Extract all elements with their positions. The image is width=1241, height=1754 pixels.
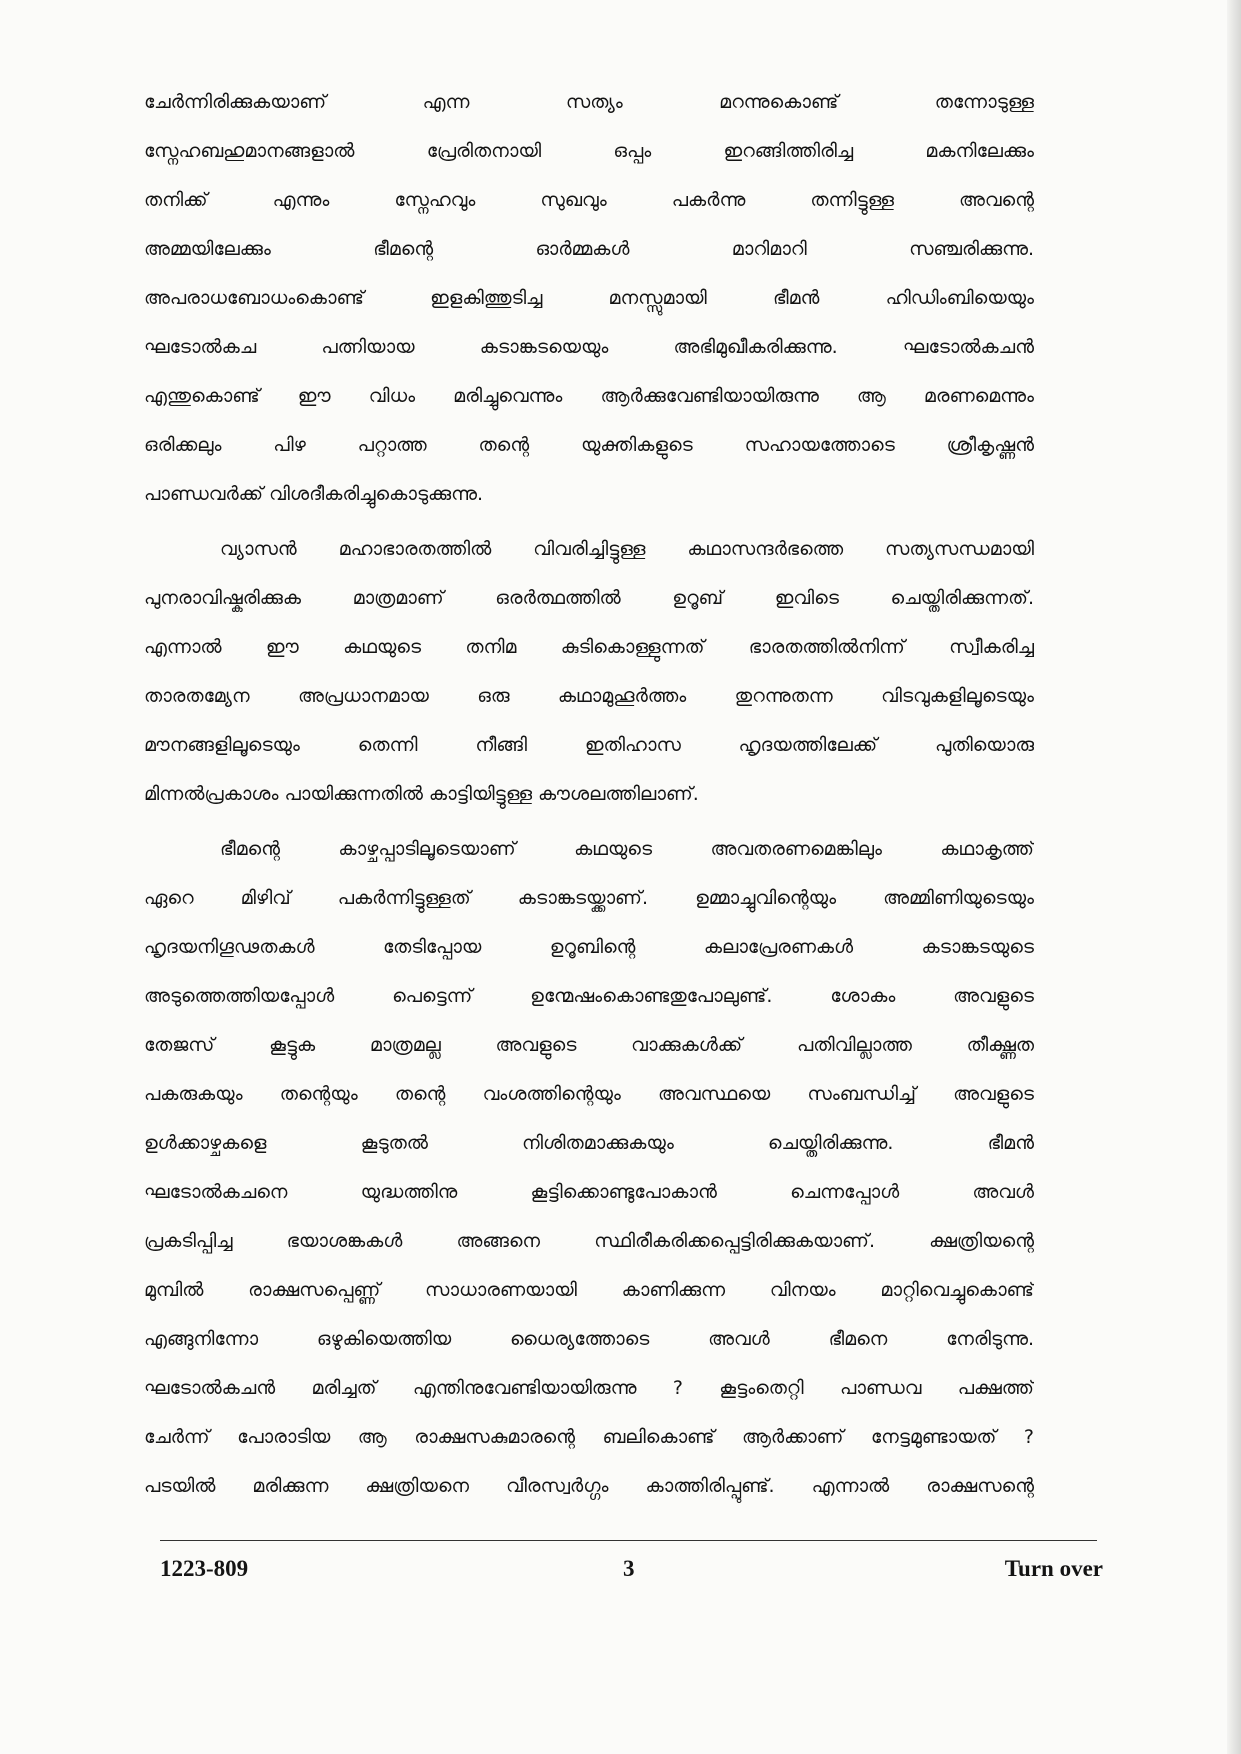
text-line: എന്നാൽ ഈ കഥയുടെ തനിമ കുടികൊള്ളുന്നത് ഭാരതത്തിൽനിന്ന് സ്വീകരിച്ച <box>144 636 1034 658</box>
text-line: ഉൾക്കാഴ്ചകളെ കൂടുതൽ നിശിതമാക്കുകയും ചെയ്തിരിക്കുന്നു. ഭീമൻ <box>144 1132 1034 1154</box>
text-line: തനിക്ക് എന്നും സ്നേഹവും സുഖവും പകർന്നു തന്നിട്ടുള്ള അവന്റെ <box>144 189 1034 211</box>
page-body <box>144 78 1034 1511</box>
text-line: പടയിൽ മരിക്കുന്ന ക്ഷത്രിയനെ വീരസ്വർഗ്ഗം കാത്തിരിപ്പുണ്ട്. എന്നാൽ രാക്ഷസന്റെ <box>144 1475 1034 1497</box>
text-line: എന്തുകൊണ്ട് ഈ വിധം മരിച്ചുവെന്നും ആർക്കുവേണ്ടിയായിരുന്നു ആ മരണമെന്നും <box>144 385 1034 407</box>
text-line: ചേർന്ന് പോരാടിയ ആ രാക്ഷസകുമാരന്റെ ബലികൊണ്ട് ആർക്കാണ് നേട്ടമുണ്ടായത് ? <box>144 1426 1034 1448</box>
text-line: ഒരിക്കലും പിഴ പറ്റാത്ത തന്റെ യുക്തികളുടെ സഹായത്തോടെ ശ്രീകൃഷ്ണൻ <box>144 434 1034 456</box>
text-line: മിന്നൽപ്രകാശം പായിക്കുന്നതിൽ കാട്ടിയിട്ടുള്ള കൗശലത്തിലാണ്. <box>144 783 699 805</box>
text-line: താരതമ്യേന അപ്രധാനമായ ഒരു കഥാമുഹൂർത്തം തുറന്നുതന്ന വിടവുകളിലൂടെയും <box>144 685 1034 707</box>
footer-divider <box>160 1540 1097 1541</box>
text-line: മുമ്പിൽ രാക്ഷസപ്പെണ്ണ് സാധാരണയായി കാണിക്കുന്ന വിനയം മാറ്റിവെച്ചുകൊണ്ട് <box>144 1279 1034 1301</box>
paper-code: 1223-809 <box>160 1556 249 1581</box>
text-line: ഏറെ മിഴിവ് പകർന്നിട്ടുള്ളത് കടാങ്കടയ്ക്കാണ്. ഉമ്മാച്ചുവിന്റെയും അമ്മിണിയുടെയും <box>144 887 1034 909</box>
text-line: വ്യാസൻ മഹാഭാരതത്തിൽ വിവരിച്ചിട്ടുള്ള കഥാസന്ദർഭത്തെ സത്യസന്ധമായി <box>220 538 1034 560</box>
text-line: പാണ്ഡവർക്ക് വിശദീകരിച്ചുകൊടുക്കുന്നു. <box>144 483 484 505</box>
text-line: എങ്ങുനിന്നോ ഒഴുകിയെത്തിയ ധൈര്യത്തോടെ അവൾ ഭീമനെ നേരിടുന്നു. <box>144 1328 1034 1350</box>
scan-edge-shadow <box>1227 0 1241 1754</box>
text-line: അടുത്തെത്തിയപ്പോൾ പെട്ടെന്ന് ഉന്മേഷംകൊണ്ടതുപോലുണ്ട്. ശോകം അവളുടെ <box>144 985 1034 1007</box>
text-line: ഭീമന്റെ കാഴ്ചപ്പാടിലൂടെയാണ് കഥയുടെ അവതരണമെങ്കിലും കഥാകൃത്ത് <box>220 838 1034 860</box>
text-line: ചേർന്നിരിക്കുകയാണ് എന്ന സത്യം മറന്നുകൊണ്ട് തന്നോടുള്ള <box>144 91 1034 113</box>
paragraph <box>144 825 1034 1511</box>
text-line: ഘടോൽകച പത്നിയായ കടാങ്കടയെയും അഭിമുഖീകരിക്കുന്നു. ഘടോൽകചൻ <box>144 336 1034 358</box>
text-line: പ്രകടിപ്പിച്ച ഭയാശങ്കകൾ അങ്ങനെ സ്ഥിരീകരിക്കപ്പെട്ടിരിക്കുകയാണ്. ക്ഷത്രിയന്റെ <box>144 1230 1034 1252</box>
text-line: ഹൃദയനിഗൂഢതകൾ തേടിപ്പോയ ഉറൂബിന്റെ കലാപ്രേരണകൾ കടാങ്കടയുടെ <box>144 936 1034 958</box>
text-line: മൗനങ്ങളിലൂടെയും തെന്നി നീങ്ങി ഇതിഹാസ ഹൃദയത്തിലേക്ക് പുതിയൊരു <box>144 734 1034 756</box>
text-line: അപരാധബോധംകൊണ്ട് ഇളകിത്തുടിച്ച മനസ്സുമായി ഭീമൻ ഹിഡിംബിയെയും <box>144 287 1034 309</box>
text-line: പുനരാവിഷ്കരിക്കുക മാത്രമാണ് ഒരർത്ഥത്തിൽ ഉറൂബ് ഇവിടെ ചെയ്തിരിക്കുന്നത്. <box>144 587 1034 609</box>
paragraph <box>144 78 1034 519</box>
page-number: 3 <box>623 1556 635 1581</box>
page-footer <box>160 1556 1103 1592</box>
turn-over-label: Turn over <box>1004 1556 1103 1581</box>
text-line: തേജസ് കൂട്ടുക മാത്രമല്ല അവളുടെ വാക്കുകൾക്ക് പതിവില്ലാത്ത തീക്ഷ്ണത <box>144 1034 1034 1056</box>
paragraph <box>144 525 1034 819</box>
text-line: ഘടോൽകചനെ യുദ്ധത്തിനു കൂട്ടിക്കൊണ്ടുപോകാൻ ചെന്നപ്പോൾ അവൾ <box>144 1181 1034 1203</box>
text-line: ഘടോൽകചൻ മരിച്ചത് എന്തിനുവേണ്ടിയായിരുന്നു ? കൂട്ടംതെറ്റി പാണ്ഡവ പക്ഷത്ത് <box>144 1377 1034 1399</box>
text-line: അമ്മയിലേക്കും ഭീമന്റെ ഓർമ്മകൾ മാറിമാറി സഞ്ചരിക്കുന്നു. <box>144 238 1034 260</box>
text-line: സ്നേഹബഹുമാനങ്ങളാൽ പ്രേരിതനായി ഒപ്പം ഇറങ്ങിത്തിരിച്ച മകനിലേക്കും <box>144 140 1034 162</box>
text-line: പകരുകയും തന്റെയും തന്റെ വംശത്തിന്റെയും അവസ്ഥയെ സംബന്ധിച്ച് അവളുടെ <box>144 1083 1034 1105</box>
